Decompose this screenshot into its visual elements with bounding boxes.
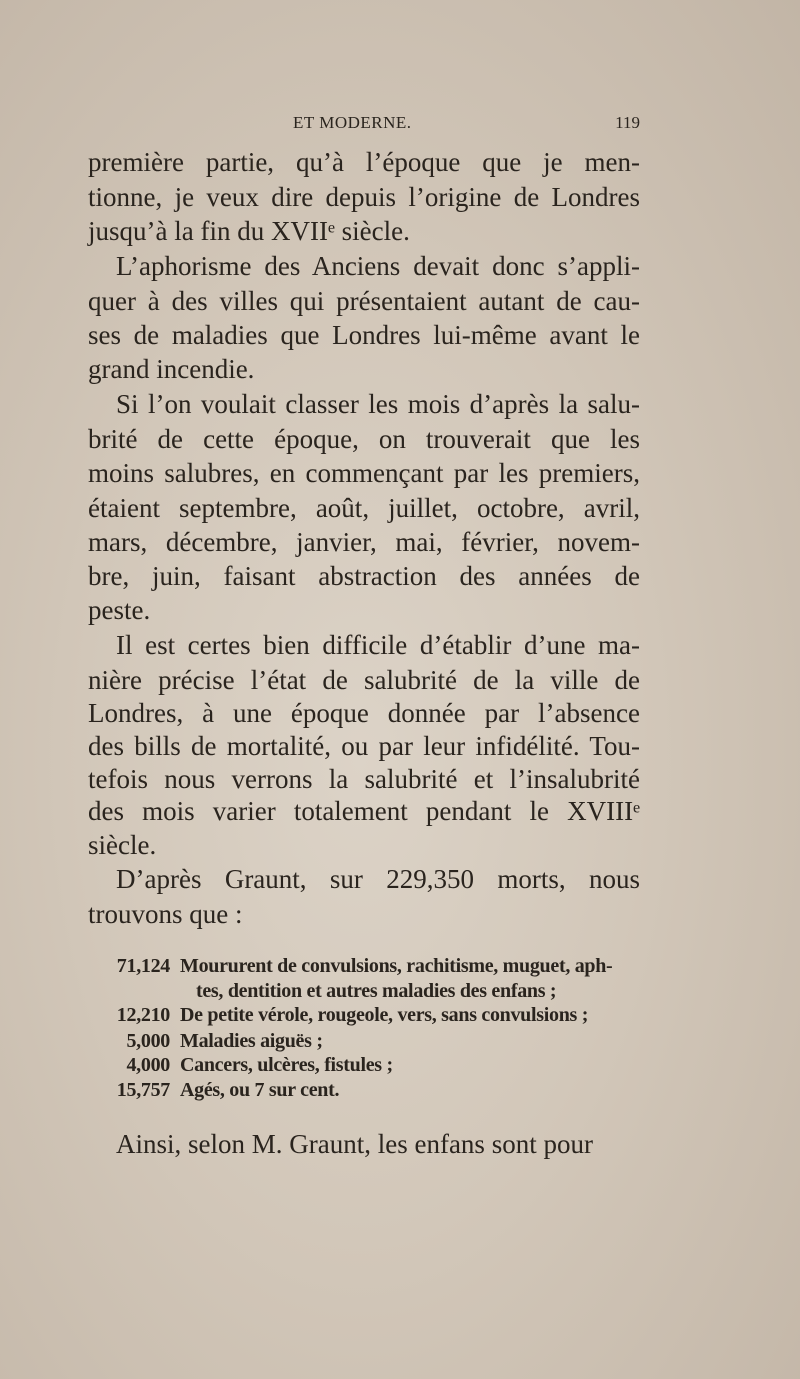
text-line: ses de maladies que Londres lui-même avant le: [88, 320, 640, 350]
text-line: Si l’on voulait classer les mois d’après la salu-: [116, 389, 640, 419]
mortality-row: [108, 1053, 393, 1077]
text-line: Ainsi, selon M. Graunt, les enfans sont pour: [116, 1129, 593, 1159]
mortality-row: [108, 1003, 588, 1027]
text-line: bre, juin, faisant abstraction des années de: [88, 561, 640, 591]
death-cause: De petite vérole, rougeole, vers, sans convulsions ;: [180, 1004, 589, 1026]
mortality-row: [108, 954, 612, 978]
death-cause: Moururent de convulsions, rachitisme, muguet, aph-: [180, 955, 613, 977]
running-header: [88, 113, 640, 137]
death-count: 15,757: [116, 1079, 170, 1101]
text-line: des bills de mortalité, ou par leur infidélité. Tou-: [88, 731, 640, 761]
text-line: peste.: [88, 595, 151, 625]
death-count: 5,000: [126, 1030, 170, 1052]
text-line: étaient septembre, août, juillet, octobre, avril,: [88, 493, 640, 523]
text-line: Londres, à une époque donnée par l’absence: [88, 698, 640, 728]
mortality-row: [108, 1078, 339, 1102]
death-cause: Agés, ou 7 sur cent.: [180, 1079, 340, 1101]
text-line: quer à des villes qui présentaient autant de cau-: [88, 286, 640, 316]
text-line: des mois varier totalement pendant le XVIIIᵉ: [88, 796, 640, 826]
text-line: grand incendie.: [88, 354, 255, 384]
text-line: siècle.: [88, 830, 157, 860]
text-line: moins salubres, en commençant par les premiers,: [88, 458, 640, 488]
text-line: L’aphorisme des Anciens devait donc s’appli-: [116, 251, 640, 281]
text-line: tefois nous verrons la salubrité et l’insalubrité: [88, 764, 640, 794]
text-line: première partie, qu’à l’époque que je men-: [88, 147, 640, 177]
text-line: mars, décembre, janvier, mai, février, novem-: [88, 527, 640, 557]
text-line: tionne, je veux dire depuis l’origine de Londres: [88, 182, 640, 212]
death-cause-continued: tes, dentition et autres maladies des enfans ;: [196, 980, 557, 1002]
text-line: trouvons que :: [88, 899, 243, 929]
death-count: 71,124: [116, 955, 170, 977]
text-line: D’après Graunt, sur 229,350 morts, nous: [116, 864, 640, 894]
death-count: 4,000: [126, 1054, 170, 1076]
text-line: Il est certes bien difficile d’établir d’une ma-: [116, 630, 640, 660]
death-cause: Maladies aiguës ;: [180, 1030, 323, 1052]
text-line: brité de cette époque, on trouverait que les: [88, 424, 640, 454]
page-number: 119: [615, 113, 640, 132]
death-count: 12,210: [116, 1004, 170, 1026]
text-line: nière précise l’état de salubrité de la ville de: [88, 665, 640, 695]
text-line: jusqu’à la fin du XVIIᵉ siècle.: [88, 216, 410, 246]
running-title: ET MODERNE.: [293, 113, 412, 132]
death-cause: Cancers, ulcères, fistules ;: [180, 1054, 393, 1076]
mortality-row: [108, 1029, 323, 1053]
